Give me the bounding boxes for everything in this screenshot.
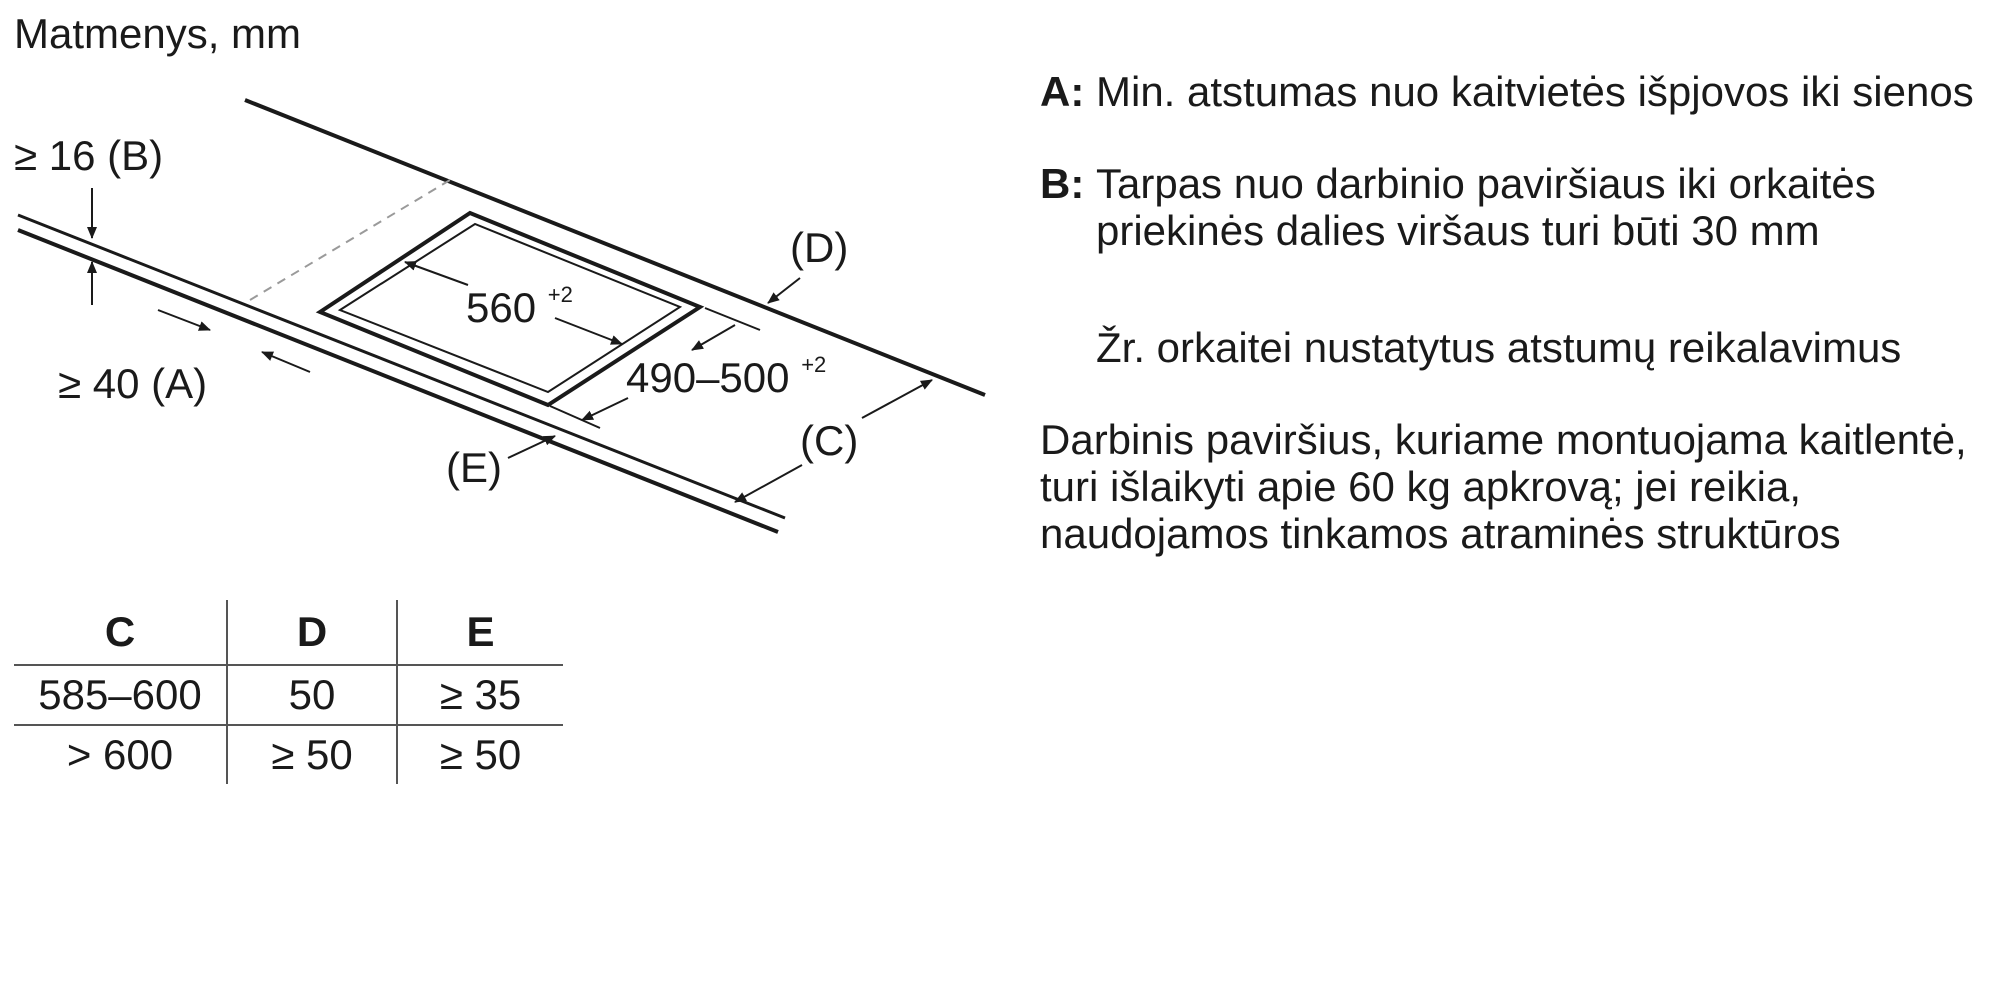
table-cell: 585–600 [38, 671, 202, 718]
e-arrow [508, 436, 555, 458]
depth-arrow-bottom [582, 398, 628, 420]
table-cell: ≥ 50 [397, 725, 563, 784]
legend-key-b: B: [1040, 160, 1085, 207]
a-arrow-right [262, 352, 310, 372]
table-row [14, 725, 563, 784]
page-title: Matmenys, mm [14, 10, 302, 57]
table-cell: ≥ 50 [227, 725, 397, 784]
c-dimension-label: (C) [800, 417, 859, 464]
column-header-c: C [104, 608, 136, 655]
legend-key-a: A: [1040, 68, 1085, 115]
table-cell: > 600 [66, 731, 174, 778]
dashed-guide [250, 180, 450, 300]
oven-note-text: Žr. orkaitei nustatytus atstumų reikalavimus [1096, 324, 1902, 371]
legend-text-b: Tarpas nuo darbinio paviršiaus iki orkaitės priekinės dalies viršaus turi būti 30 mm [1096, 160, 1876, 254]
width-value: 560 [466, 284, 537, 331]
b-dimension-label: ≥ 16 (B) [14, 132, 164, 179]
c-arrow-top [862, 380, 932, 418]
installation-diagram [0, 0, 1010, 560]
width-tolerance: +2 [547, 282, 573, 307]
d-dimension-label: (D) [790, 224, 849, 271]
worktop-back-edge [245, 100, 985, 395]
width-arrow-right [555, 318, 622, 344]
column-header-e: E [397, 600, 563, 665]
depth-arrow-top [692, 325, 735, 350]
depth-dimension-label [626, 352, 826, 401]
table-header-row [14, 600, 563, 665]
a-arrow-left [158, 310, 210, 330]
legend-item-a [1040, 68, 1990, 115]
legend-text-a: Min. atstumas nuo kaitvietės išpjovos iki sienos [1096, 68, 1974, 115]
legend-item-oven-note [1040, 324, 1990, 371]
table-row [14, 665, 563, 725]
legend-item-b [1040, 160, 1990, 254]
e-dimension-label: (E) [446, 444, 502, 491]
c-arrow-bottom [735, 465, 802, 502]
d-arrow [768, 278, 800, 303]
depth-value: 490–500 [626, 354, 790, 401]
clearance-table [14, 600, 563, 784]
column-header-d: D [227, 600, 397, 665]
width-arrow-left [405, 262, 468, 285]
table-cell: 50 [227, 665, 397, 725]
a-dimension-label: ≥ 40 (A) [58, 360, 208, 407]
depth-extension-bottom [550, 406, 600, 428]
table-cell: ≥ 35 [397, 665, 563, 725]
width-dimension-label [466, 282, 573, 331]
worktop-note: Darbinis paviršius, kuriame montuojama kaitlentė, turi išlaikyti apie 60 kg apkrovą; jei reikia, naudojamos tinkamos atraminės struktūros [1040, 416, 1967, 557]
depth-tolerance: +2 [801, 352, 827, 377]
legend [1040, 68, 1990, 557]
